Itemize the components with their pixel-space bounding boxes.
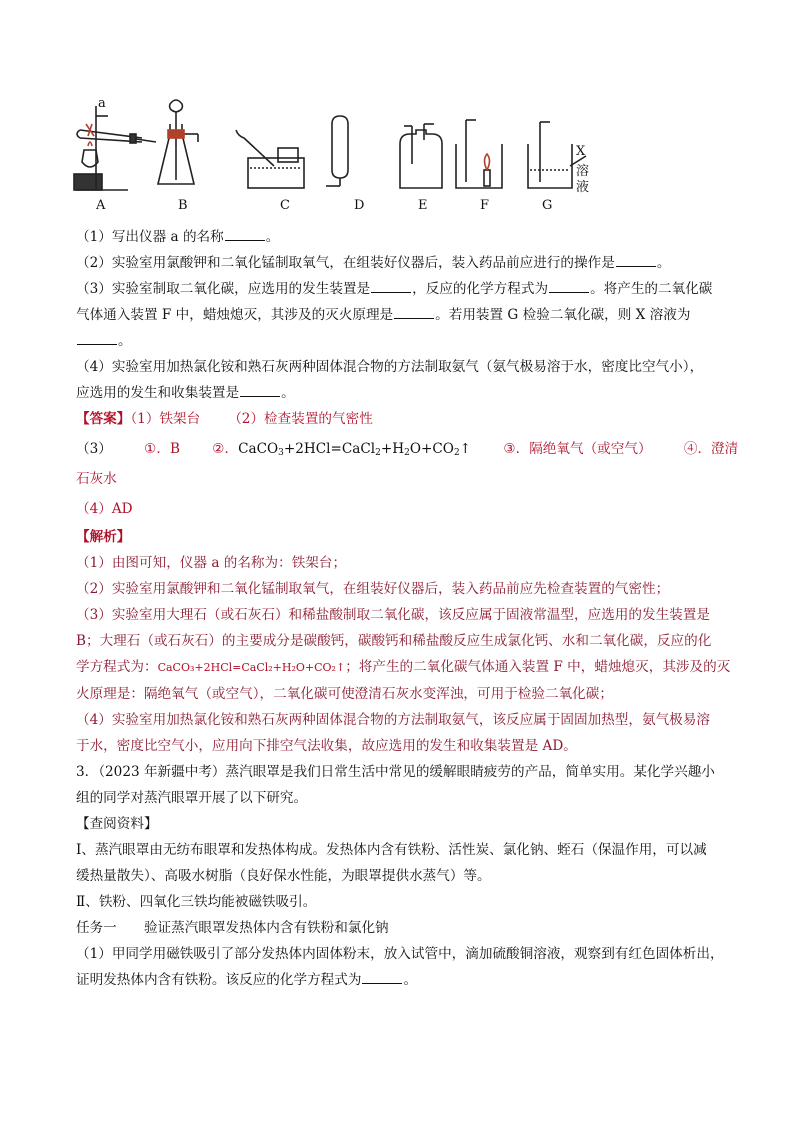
apparatus-b xyxy=(158,100,198,184)
reference-1b: 缓热量散失）、高吸水树脂（良好保水性能，为眼罩提供水蒸气）等。 xyxy=(76,868,491,884)
apparatus-c xyxy=(236,130,304,188)
question-4-line2: 应选用的发生和收集装置是 。 xyxy=(76,380,726,406)
answer-line3: 石灰水 xyxy=(76,471,117,487)
apparatus-a xyxy=(74,106,156,190)
apparatus-label-f: F xyxy=(480,198,490,213)
answer-line2: （3） ①．B ②．$CaCO_3+2HCl=CaCl_2+H_2O+CO_2↑$ ③．隔绝氧气（或空气） ④．澄清 xyxy=(76,441,739,458)
answer-blank xyxy=(616,252,656,267)
answer-label: 【答案】 xyxy=(76,411,131,427)
reference-2: Ⅱ、铁粉、四氧化三铁均能被磁铁吸引。 xyxy=(76,894,317,910)
answer-blank xyxy=(394,304,434,319)
question-2: （2）实验室用氯酸钾和二氧化锰制取氧气，在组装好仪器后，装入药品前应进行的操作是 。 xyxy=(76,250,726,276)
apparatus-label-a: A xyxy=(96,198,106,213)
analysis-p3d: 火原理是：隔绝氧气（或空气），二氧化碳可使澄清石灰水变浑浊，可用于检验二氧化碳； xyxy=(76,686,613,702)
answer-blank xyxy=(549,278,589,293)
answer-blank xyxy=(225,226,265,241)
question-content xyxy=(76,224,739,993)
question-3-intro-a: 3．（2023 年新疆中考）蒸汽眼罩是我们日常生活中常见的缓解眼睛疲劳的产品，简单实用。某化学兴趣小 xyxy=(76,764,715,780)
apparatus-label-b: B xyxy=(178,198,188,213)
task-1-q1a: （1）甲同学用磁铁吸引了部分发热体内固体粉末，放入试管中，滴加硫酸铜溶液，观察到有红色固体析出， xyxy=(76,946,724,962)
apparatus-label-e: E xyxy=(418,198,428,213)
answer-blank xyxy=(362,969,402,984)
answer-blank xyxy=(371,278,411,293)
analysis-p3b: B；大理石（或石灰石）的主要成分是碳酸钙，碳酸钙和稀盐酸反应生成氯化钙、水和二氧化碳，反应的化 xyxy=(76,633,712,649)
analysis-p4a: （4）实验室用加热氯化铵和熟石灰两种固体混合物的方法制取氨气，该反应属于固固加热型，氨气极易溶 xyxy=(76,712,710,728)
reference-label: 【查阅资料】 xyxy=(76,816,158,832)
analysis-p1: （1）由图可知，仪器 a 的名称为：铁架台； xyxy=(76,555,347,571)
equation: $CaCO_3+2HCl=CaCl_2+H_2O+CO_2↑$ xyxy=(238,441,472,458)
question-3-line3: 。 xyxy=(76,328,726,354)
reference-1a: Ⅰ、蒸汽眼罩由无纺布眼罩和发热体构成。发热体内含有铁粉、活性炭、氯化钠、蛭石（保温作用，可以减 xyxy=(76,842,707,858)
label-x: X xyxy=(576,144,586,159)
apparatus-f xyxy=(456,120,502,188)
answer-blank xyxy=(77,330,117,345)
label-x-line3: 液 xyxy=(576,180,590,195)
question-1: （1）写出仪器 a 的名称 。 xyxy=(76,224,726,250)
apparatus-label-d: D xyxy=(354,198,365,213)
answer-line4: （4）AD xyxy=(76,501,133,517)
analysis-p2: （2）实验室用氯酸钾和二氧化锰制取氧气，在组装好仪器后，装入药品前应先检查装置的气密性； xyxy=(76,581,670,597)
answer-blank xyxy=(240,382,280,397)
task-1-title: 任务一 验证蒸汽眼罩发热体内含有铁粉和氯化钠 xyxy=(76,920,389,936)
task-1-q1b: 证明发热体内含有铁粉。该反应的化学方程式为 。 xyxy=(76,967,726,993)
question-3-line2: 气体通入装置 F 中，蜡烛熄灭，其涉及的灭火原理是 。若用装置 G 检验二氧化碳，则 X 溶液为 xyxy=(76,302,726,328)
question-3-line1: （3）实验室制取二氧化碳，应选用的发生装置是 ，反应的化学方程式为 。将产生的二氧化碳 xyxy=(76,276,726,302)
question-4-line1: （4）实验室用加热氯化铵和熟石灰两种固体混合物的方法制取氨气（氨气极易溶于水，密度比空气小）， xyxy=(76,359,704,375)
apparatus-e xyxy=(400,124,442,188)
apparatus-label-g: G xyxy=(542,198,553,213)
apparatus-figure xyxy=(66,94,626,219)
analysis-p3a: （3）实验室用大理石（或石灰石）和稀盐酸制取二氧化碳，该反应属于固液常温型，应选用的发生装置是 xyxy=(76,607,710,623)
apparatus-d xyxy=(326,116,348,186)
analysis-p3c: 学方程式为：CaCO₃+2HCl=CaCl₂+H₂O+CO₂↑；将产生的二氧化碳气体通入装置 F 中，蜡烛熄灭，其涉及的灭 xyxy=(76,659,731,675)
analysis-label: 【解析】 xyxy=(76,529,131,545)
label-x-line2: 溶 xyxy=(576,164,590,179)
question-3-intro-b: 组的同学对蒸汽眼罩开展了以下研究。 xyxy=(76,790,308,806)
analysis-p4b: 于水，密度比空气小，应用向下排空气法收集，故应选用的发生和收集装置是 AD。 xyxy=(76,738,577,754)
answer-line1: 【答案】（1）铁架台 （2）检查装置的气密性 xyxy=(76,411,373,427)
apparatus-label-c: C xyxy=(280,198,290,213)
label-a-marker: a xyxy=(98,96,106,111)
